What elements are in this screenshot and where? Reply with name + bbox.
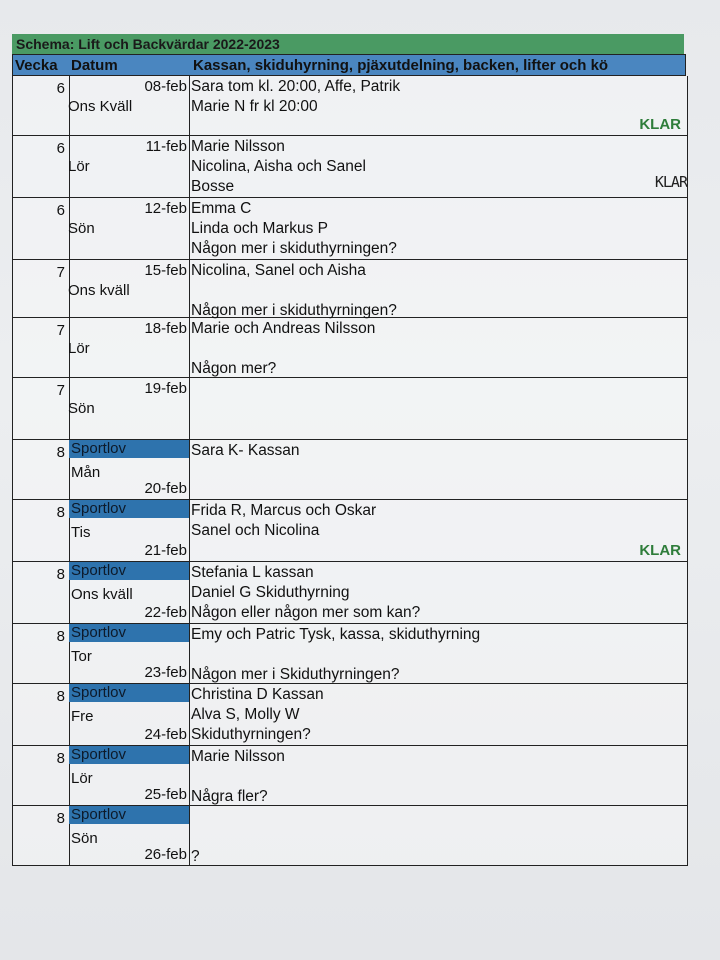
sportlov-label: Sportlov bbox=[69, 624, 189, 642]
date-label: 11-feb bbox=[145, 138, 187, 155]
schedule-row bbox=[12, 624, 688, 684]
assignment-cell bbox=[189, 318, 687, 377]
klar-status-badge: KLAR bbox=[639, 542, 681, 559]
day-label: Lör bbox=[68, 158, 90, 175]
schedule-row bbox=[12, 562, 688, 624]
day-label: Sön bbox=[68, 400, 95, 417]
date-label: 23-feb bbox=[144, 664, 187, 681]
week-number: 6 bbox=[56, 140, 65, 157]
date-cell bbox=[69, 136, 190, 197]
date-label: 26-feb bbox=[144, 846, 187, 863]
sportlov-label: Sportlov bbox=[69, 500, 189, 518]
week-cell bbox=[13, 198, 70, 259]
assignment-cell bbox=[189, 562, 687, 623]
schedule-sheet bbox=[10, 32, 692, 872]
week-cell bbox=[13, 684, 70, 745]
schedule-row bbox=[12, 260, 688, 318]
date-cell bbox=[69, 260, 190, 317]
day-label: Lör bbox=[68, 340, 90, 357]
sportlov-label: Sportlov bbox=[69, 562, 189, 580]
assignment-cell bbox=[189, 806, 687, 865]
day-label: Mån bbox=[71, 464, 101, 481]
sportlov-label: Sportlov bbox=[69, 806, 189, 824]
week-number: 6 bbox=[56, 202, 65, 219]
date-cell bbox=[69, 500, 190, 561]
column-header-row bbox=[12, 54, 686, 76]
klar-status-badge: KLAR bbox=[639, 116, 681, 133]
schedule-row bbox=[12, 684, 688, 746]
date-cell bbox=[69, 746, 190, 805]
day-label: Lör bbox=[71, 770, 93, 787]
header-datum: Datum bbox=[71, 57, 118, 74]
assignment-line: Daniel G Skiduthyrning bbox=[191, 584, 350, 601]
assignment-cell bbox=[189, 684, 687, 745]
date-label: 18-feb bbox=[144, 320, 187, 337]
assignment-cell bbox=[189, 624, 687, 683]
assignment-line: Nicolina, Sanel och Aisha bbox=[191, 262, 366, 279]
week-number: 8 bbox=[56, 444, 65, 461]
date-cell bbox=[69, 198, 190, 259]
week-cell bbox=[13, 562, 70, 623]
schedule-row bbox=[12, 198, 688, 260]
week-number: 8 bbox=[56, 566, 65, 583]
assignment-cell bbox=[189, 440, 687, 499]
schedule-row bbox=[12, 746, 688, 806]
date-label: 25-feb bbox=[144, 786, 187, 803]
schedule-row bbox=[12, 76, 688, 136]
week-cell bbox=[13, 260, 70, 317]
assignment-line: Någon eller någon mer som kan? bbox=[191, 604, 421, 621]
schedule-row bbox=[12, 136, 688, 198]
assignment-line: Någon mer i skiduthyrningen? bbox=[191, 240, 397, 257]
date-cell bbox=[69, 624, 190, 683]
assignment-cell bbox=[189, 76, 687, 135]
week-number: 8 bbox=[56, 750, 65, 767]
assignment-line: Marie Nilsson bbox=[191, 748, 285, 765]
assignment-line: Marie Nilsson bbox=[191, 138, 285, 155]
day-label: Sön bbox=[68, 220, 95, 237]
date-label: 19-feb bbox=[144, 380, 187, 397]
day-label: Fre bbox=[71, 708, 94, 725]
assignment-line: Någon mer i skiduthyrningen? bbox=[191, 302, 397, 319]
schedule-row bbox=[12, 318, 688, 378]
assignment-line: Sara tom kl. 20:00, Affe, Patrik bbox=[191, 78, 401, 95]
week-number: 8 bbox=[56, 504, 65, 521]
schedule-title: Schema: Lift och Backvärdar 2022-2023 bbox=[12, 34, 684, 54]
week-cell bbox=[13, 746, 70, 805]
assignment-line: Linda och Markus P bbox=[191, 220, 328, 237]
assignment-line: Marie N fr kl 20:00 bbox=[191, 98, 318, 115]
week-cell bbox=[13, 76, 70, 135]
assignment-line: Sanel och Nicolina bbox=[191, 522, 320, 539]
week-cell bbox=[13, 806, 70, 865]
date-label: 24-feb bbox=[144, 726, 187, 743]
date-cell bbox=[69, 806, 190, 865]
date-label: 22-feb bbox=[144, 604, 187, 621]
assignment-cell bbox=[189, 260, 687, 317]
date-cell bbox=[69, 562, 190, 623]
assignment-line: Någon mer? bbox=[191, 360, 277, 377]
day-label: Tor bbox=[71, 648, 92, 665]
week-number: 8 bbox=[56, 810, 65, 827]
day-label: Ons kväll bbox=[71, 586, 133, 603]
day-label: Sön bbox=[71, 830, 98, 847]
assignment-line: Stefania L kassan bbox=[191, 564, 314, 581]
assignment-line: Christina D Kassan bbox=[191, 686, 324, 703]
assignment-line: Skiduthyrningen? bbox=[191, 726, 311, 743]
date-label: 12-feb bbox=[144, 200, 187, 217]
week-number: 7 bbox=[56, 322, 65, 339]
day-label: Tis bbox=[71, 524, 91, 541]
schedule-row bbox=[12, 440, 688, 500]
date-cell bbox=[69, 440, 190, 499]
date-label: 21-feb bbox=[144, 542, 187, 559]
date-cell bbox=[69, 76, 190, 135]
date-label: 08-feb bbox=[144, 78, 187, 95]
assignment-line: Sara K- Kassan bbox=[191, 442, 300, 459]
assignment-line: Bosse bbox=[191, 178, 235, 195]
week-number: 8 bbox=[56, 688, 65, 705]
week-cell bbox=[13, 500, 70, 561]
week-number: 6 bbox=[56, 80, 65, 97]
header-kassan: Kassan, skiduhyrning, pjäxutdelning, backen, lifter och kö bbox=[193, 57, 609, 74]
assignment-line: ? bbox=[191, 848, 200, 865]
schedule-row bbox=[12, 378, 688, 440]
assignment-line: Alva S, Molly W bbox=[191, 706, 300, 723]
header-vecka: Vecka bbox=[15, 57, 58, 74]
date-cell bbox=[69, 378, 190, 439]
date-cell bbox=[69, 318, 190, 377]
week-cell bbox=[13, 378, 70, 439]
date-label: 20-feb bbox=[144, 480, 187, 497]
assignment-line: Frida R, Marcus och Oskar bbox=[191, 502, 377, 519]
week-number: 7 bbox=[56, 382, 65, 399]
assignment-cell bbox=[189, 378, 687, 439]
schedule-row bbox=[12, 806, 688, 866]
week-cell bbox=[13, 624, 70, 683]
klar-handwritten-mark: KLAR bbox=[654, 173, 687, 191]
week-cell bbox=[13, 318, 70, 377]
date-label: 15-feb bbox=[144, 262, 187, 279]
assignment-cell bbox=[189, 746, 687, 805]
sportlov-label: Sportlov bbox=[69, 684, 189, 702]
sportlov-label: Sportlov bbox=[69, 746, 189, 764]
assignment-cell bbox=[189, 136, 687, 197]
day-label: Ons kväll bbox=[68, 282, 130, 299]
sportlov-label: Sportlov bbox=[69, 440, 189, 458]
day-label: Ons Kväll bbox=[68, 98, 133, 115]
assignment-line: Marie och Andreas Nilsson bbox=[191, 320, 376, 337]
assignment-cell bbox=[189, 198, 687, 259]
assignment-line: Någon mer i Skiduthyrningen? bbox=[191, 666, 400, 683]
assignment-cell bbox=[189, 500, 687, 561]
week-cell bbox=[13, 440, 70, 499]
week-number: 8 bbox=[56, 628, 65, 645]
week-number: 7 bbox=[56, 264, 65, 281]
assignment-line: Nicolina, Aisha och Sanel bbox=[191, 158, 366, 175]
date-cell bbox=[69, 684, 190, 745]
week-cell bbox=[13, 136, 70, 197]
schedule-row bbox=[12, 500, 688, 562]
assignment-line: Emma C bbox=[191, 200, 252, 217]
assignment-line: Emy och Patric Tysk, kassa, skiduthyrning bbox=[191, 626, 481, 643]
assignment-line: Några fler? bbox=[191, 788, 268, 805]
